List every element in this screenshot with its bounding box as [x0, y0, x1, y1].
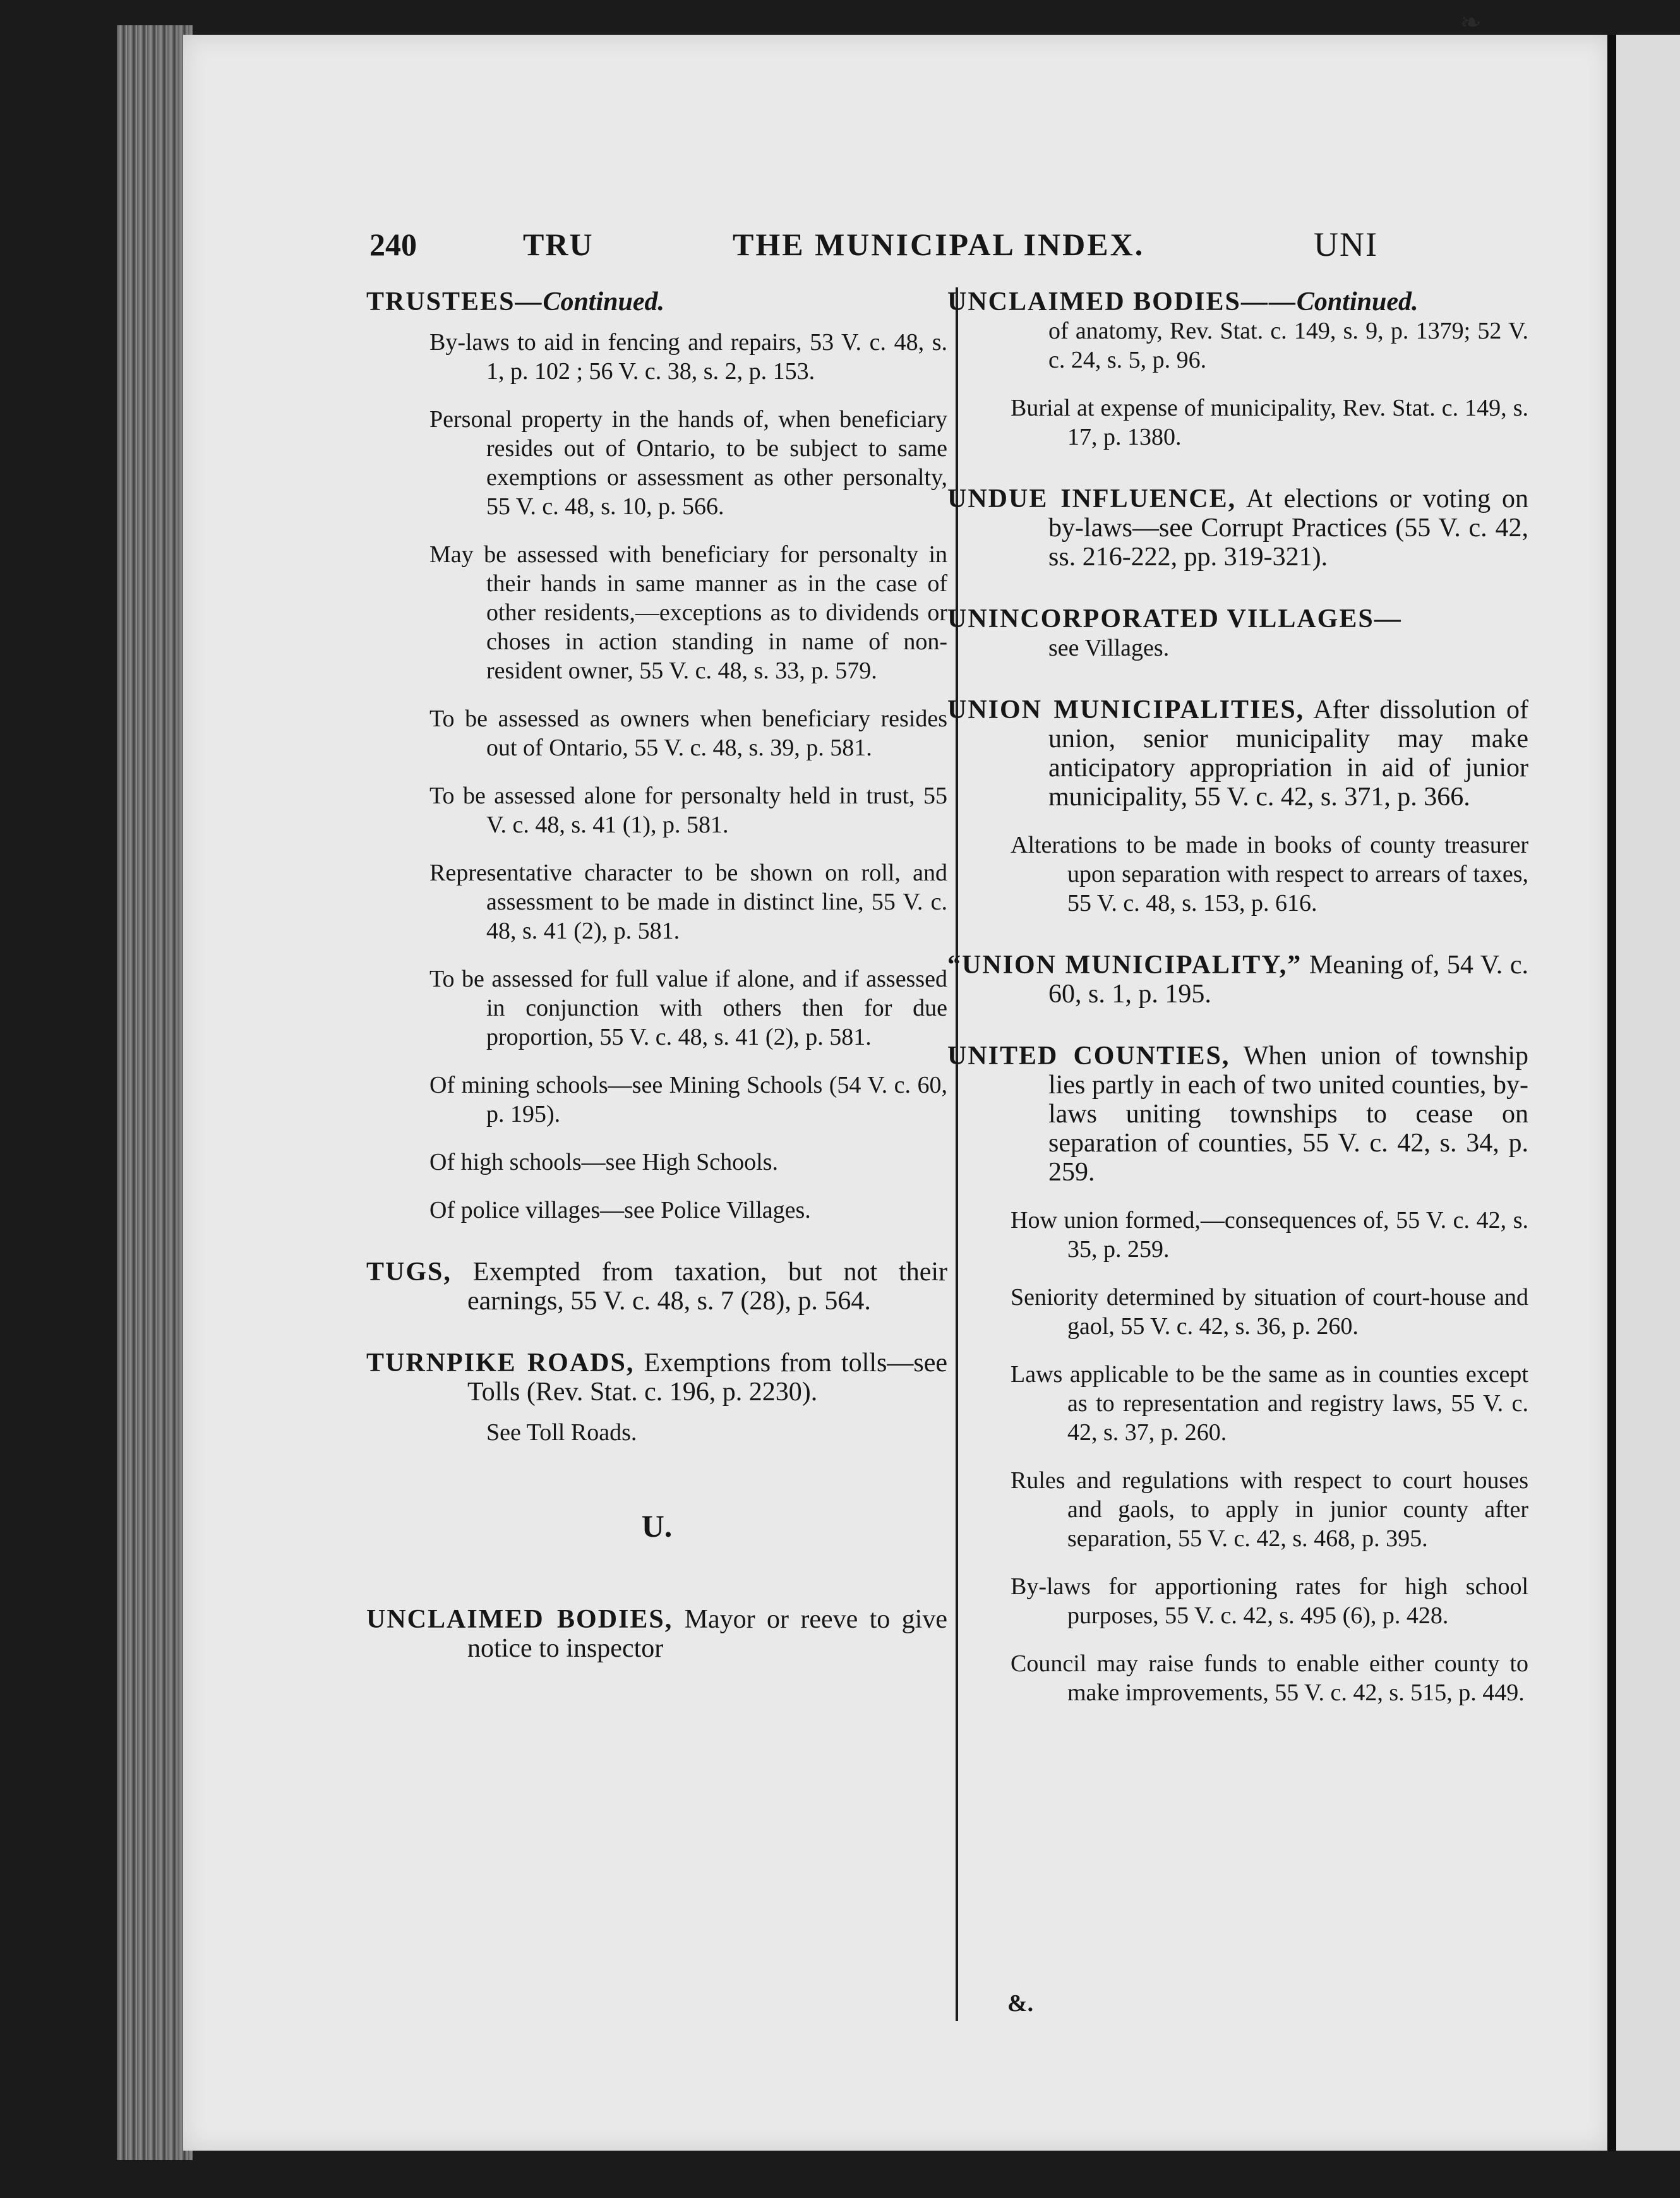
- entry-union-municipality-meaning: [947, 951, 1528, 1009]
- cross-reference: See Toll Roads.: [486, 1419, 637, 1446]
- sub-entry: Seniority determined by situation of court-house and gaol, 55 V. c. 42, s. 36, p. 260.: [1011, 1284, 1528, 1340]
- section-letter: U.: [641, 1508, 673, 1544]
- running-title: THE MUNICIPAL INDEX.: [733, 227, 1145, 262]
- entry-term: UNION MUNICIPALITIES,: [947, 695, 1305, 724]
- entry-term: TRUSTEES—: [366, 287, 543, 316]
- entry-unclaimed-bodies: [366, 1605, 947, 1663]
- sub-entry: Alterations to be made in books of county treasurer upon separation with respect to arrears of taxes, 55 V. c. 48, s. 153, p. 616.: [1011, 832, 1528, 916]
- continued-label: Continued.: [543, 287, 665, 316]
- entry-text: Meaning of, 54 V. c. 60, s. 1, p. 195.: [1048, 951, 1528, 1009]
- entry-continuation: of anatomy, Rev. Stat. c. 149, s. 9, p. 1379; 52 V. c. 24, s. 5, p. 96.: [1048, 318, 1528, 373]
- entry-undue-influence: [947, 484, 1528, 572]
- continued-label: Continued.: [1296, 287, 1419, 316]
- entry-term: UNITED COUNTIES,: [947, 1042, 1230, 1071]
- sub-entry: Burial at expense of municipality, Rev. Stat. c. 149, s. 17, p. 1380.: [1011, 395, 1528, 450]
- entry-united-counties: [947, 1042, 1528, 1187]
- entry-union-municipalities: [947, 695, 1528, 812]
- right-column: [947, 287, 1528, 1707]
- sub-entry: Rules and regulations with respect to court houses and gaols, to apply in junior county after separation, 55 V. c. 42, s. 468, p. 395.: [1011, 1467, 1528, 1552]
- left-guide-word: TRU: [523, 227, 594, 262]
- sub-entry: Representative character to be shown on roll, and assessment to be made in distinct line, 55 V. c. 48, s. 41 (2), p. 581.: [429, 860, 947, 944]
- sub-entry: Council may raise funds to enable either county to make improvements, 55 V. c. 42, s. 515, p. 449.: [1011, 1650, 1528, 1706]
- page-number: 240: [369, 227, 417, 262]
- entry-unclaimed-continued: [947, 287, 1528, 316]
- entry-text: Mayor or reeve to give notice to inspector: [467, 1605, 947, 1663]
- entry-term: UNINCORPORATED VILLAGES—: [947, 604, 1402, 634]
- sub-entry: To be assessed alone for personalty held in trust, 55 V. c. 48, s. 41 (1), p. 581.: [429, 783, 947, 838]
- entry-text: When union of township lies partly in each of two united counties, by-laws uniting townships to cease on separation of counties, 55 V. c. 42, s. 34, p. 259.: [1048, 1042, 1528, 1187]
- entry-turnpike-roads: [366, 1348, 947, 1407]
- sub-entry: Of high schools—see High Schools.: [429, 1149, 779, 1175]
- entry-term: “UNION MUNICIPALITY,”: [947, 951, 1302, 980]
- facing-page-edge: [1607, 35, 1680, 2151]
- right-guide-word: UNI: [1314, 225, 1378, 263]
- entry-tugs: [366, 1258, 947, 1316]
- entry-text: At elections or voting on by-laws—see Corrupt Practices (55 V. c. 42, ss. 216-222, pp. 319-321).: [1048, 484, 1528, 572]
- corner-mark: ❧: [1460, 8, 1482, 37]
- sub-entry: Of police villages—see Police Villages.: [429, 1197, 811, 1223]
- entry-unincorporated-villages: [947, 604, 1528, 634]
- sub-entry: Personal property in the hands of, when beneficiary resides out of Ontario, to be subject to same exemptions or assessment as other personalty, 55 V. c. 48, s. 10, p. 566.: [429, 406, 947, 520]
- entry-text: After dissolution of union, senior municipality may make anticipatory appropriation in aid of junior municipality, 55 V. c. 42, s. 371, p. 366.: [1048, 695, 1528, 812]
- footer-mark: &.: [1007, 1990, 1034, 2017]
- book-page-edges: [117, 25, 193, 2160]
- sub-entry: To be assessed for full value if alone, and if assessed in conjunction with others then for due proportion, 55 V. c. 48, s. 41 (2), p. 581.: [429, 966, 947, 1050]
- entry-term: TURNPIKE ROADS,: [366, 1348, 635, 1378]
- sub-entry: By-laws to aid in fencing and repairs, 53 V. c. 48, s. 1, p. 102 ; 56 V. c. 38, s. 2, p. 153.: [429, 329, 947, 385]
- entry-term: UNCLAIMED BODIES——: [947, 287, 1297, 316]
- entry-term: UNCLAIMED BODIES,: [366, 1605, 673, 1634]
- entry-term: UNDUE INFLUENCE,: [947, 484, 1237, 513]
- sub-entry: To be assessed as owners when beneficiary resides out of Ontario, 55 V. c. 48, s. 39, p. 581.: [429, 706, 947, 761]
- entry-text: Exemptions from tolls—see Tolls (Rev. Stat. c. 196, p. 2230).: [467, 1348, 947, 1407]
- entry-trustees-heading: [366, 287, 947, 316]
- sub-entry: By-laws for apportioning rates for high school purposes, 55 V. c. 42, s. 495 (6), p. 428.: [1011, 1573, 1528, 1629]
- sub-entry: May be assessed with beneficiary for personalty in their hands in same manner as in the case of other residents,—exceptions as to dividends or choses in action standing in name of non-resident owner, 55 V. c. 48, s. 33, p. 579.: [429, 541, 947, 684]
- left-column: [366, 287, 947, 1663]
- entry-term: TUGS,: [366, 1258, 452, 1287]
- cross-reference: see Villages.: [1048, 635, 1170, 661]
- entry-text: Exempted from taxation, but not their earnings, 55 V. c. 48, s. 7 (28), p. 564.: [451, 1258, 947, 1316]
- sub-entry: Laws applicable to be the same as in counties except as to representation and registry laws, 55 V. c. 42, s. 37, p. 260.: [1011, 1361, 1528, 1446]
- sub-entry: How union formed,—consequences of, 55 V. c. 42, s. 35, p. 259.: [1011, 1207, 1528, 1263]
- sub-entry: Of mining schools—see Mining Schools (54 V. c. 60, p. 195).: [429, 1072, 947, 1127]
